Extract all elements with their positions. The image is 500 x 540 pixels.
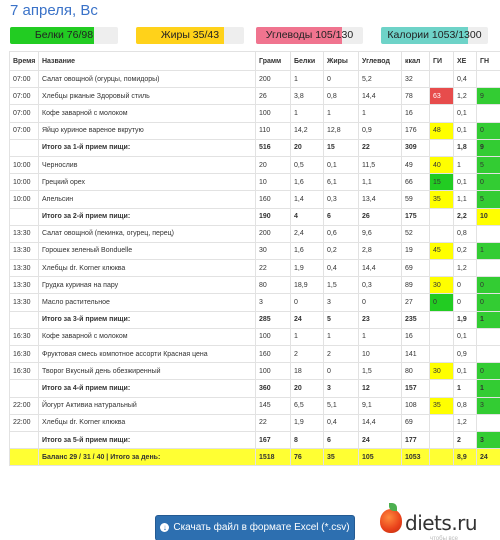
diet-table — [9, 51, 500, 466]
leaf-icon — [389, 503, 397, 511]
nutrient-badge — [10, 27, 118, 44]
table-cell: 200 — [256, 225, 291, 242]
table-cell: 13:30 — [10, 242, 39, 259]
table-cell — [430, 71, 454, 88]
table-cell: Йогурт Активиа натуральный — [39, 397, 256, 414]
table-cell: 0,9 — [359, 122, 402, 139]
table-cell: 0 — [477, 363, 500, 380]
table-cell: 6,1 — [324, 174, 359, 191]
table-cell — [430, 346, 454, 363]
table-cell: 32 — [402, 71, 430, 88]
table-cell: 360 — [256, 380, 291, 397]
table-cell: 76 — [291, 449, 324, 466]
table-cell: Итого за 1-й прием пищи: — [39, 139, 256, 156]
table-cell: 27 — [402, 294, 430, 311]
table-cell: 9 — [477, 139, 500, 156]
table-cell: 22 — [256, 260, 291, 277]
table-cell: 22 — [359, 139, 402, 156]
table-cell: 1,8 — [454, 139, 477, 156]
table-cell: 07:00 — [10, 88, 39, 105]
table-cell: 59 — [402, 191, 430, 208]
table-cell: Итого за 4-й прием пищи: — [39, 380, 256, 397]
table-cell — [430, 311, 454, 328]
table-cell: 12,8 — [324, 122, 359, 139]
column-header: ГИ — [430, 52, 454, 71]
table-cell: 19 — [402, 242, 430, 259]
table-cell: 40 — [430, 156, 454, 173]
table-cell: Салат овощной (пекинка, огурец, перец) — [39, 225, 256, 242]
table-row — [10, 88, 500, 105]
table-cell: 30 — [430, 363, 454, 380]
table-cell: 2,2 — [454, 208, 477, 225]
table-cell: 1,2 — [454, 88, 477, 105]
table-cell: 235 — [402, 311, 430, 328]
nutrient-badge — [381, 27, 488, 44]
table-cell: 1,1 — [454, 191, 477, 208]
table-cell: 5 — [477, 156, 500, 173]
table-cell: 145 — [256, 397, 291, 414]
table-cell: 10 — [477, 208, 500, 225]
table-cell — [477, 225, 500, 242]
table-cell: 0 — [477, 277, 500, 294]
column-header: Время — [10, 52, 39, 71]
table-cell: 8 — [291, 431, 324, 448]
table-cell: 3,8 — [291, 88, 324, 105]
table-row — [10, 397, 500, 414]
table-cell: Творог Вкусный день обезжиренный — [39, 363, 256, 380]
table-cell — [430, 449, 454, 466]
table-cell: 1,6 — [291, 242, 324, 259]
table-cell: 2,4 — [291, 225, 324, 242]
table-cell: 1 — [359, 105, 402, 122]
table-row — [10, 122, 500, 139]
table-cell: 108 — [402, 397, 430, 414]
table-cell: 1 — [291, 105, 324, 122]
table-cell: 285 — [256, 311, 291, 328]
table-cell: 2,8 — [359, 242, 402, 259]
table-cell: 3 — [324, 294, 359, 311]
table-cell — [10, 311, 39, 328]
table-cell: Горошек зеленый Bonduelle — [39, 242, 256, 259]
table-cell: 1 — [477, 242, 500, 259]
table-cell: 20 — [291, 139, 324, 156]
table-cell: 63 — [430, 88, 454, 105]
table-cell: 20 — [291, 380, 324, 397]
table-cell: 13:30 — [10, 277, 39, 294]
table-cell: 13,4 — [359, 191, 402, 208]
table-cell: 157 — [402, 380, 430, 397]
table-cell: 16:30 — [10, 346, 39, 363]
table-cell: 3 — [324, 380, 359, 397]
table-row — [10, 328, 500, 345]
table-cell: 0,4 — [324, 414, 359, 431]
nutrient-badge-label: Калории 1053/1300 — [387, 29, 482, 41]
table-cell: Хлебцы dr. Korner клюква — [39, 414, 256, 431]
meal-total-row — [10, 311, 500, 328]
column-header: Жиры — [324, 52, 359, 71]
table-cell: 190 — [256, 208, 291, 225]
table-cell: 89 — [402, 277, 430, 294]
column-header: ккал — [402, 52, 430, 71]
table-cell: Баланс 29 / 31 / 40 | Итого за день: — [39, 449, 256, 466]
table-cell — [477, 328, 500, 345]
table-cell: 160 — [256, 191, 291, 208]
table-cell — [477, 414, 500, 431]
table-row — [10, 277, 500, 294]
table-cell — [430, 328, 454, 345]
table-cell: 1 — [324, 328, 359, 345]
apple-icon — [380, 509, 402, 533]
table-cell: 0,8 — [454, 397, 477, 414]
table-cell: 0,1 — [324, 156, 359, 173]
day-balance-row — [10, 449, 500, 466]
nutrient-badge — [256, 27, 363, 44]
table-cell: 23 — [359, 311, 402, 328]
table-cell: 177 — [402, 431, 430, 448]
table-cell: 141 — [402, 346, 430, 363]
table-cell: 0,4 — [324, 260, 359, 277]
table-cell: 1 — [454, 380, 477, 397]
table-cell: 10 — [256, 174, 291, 191]
table-cell: 0,3 — [359, 277, 402, 294]
table-cell: Итого за 2-й прием пищи: — [39, 208, 256, 225]
table-cell: 0,2 — [324, 242, 359, 259]
table-cell: 2 — [454, 431, 477, 448]
table-cell: 6 — [324, 208, 359, 225]
table-cell: 2 — [324, 346, 359, 363]
table-cell: 516 — [256, 139, 291, 156]
table-cell: 1,5 — [359, 363, 402, 380]
site-logo[interactable] — [380, 503, 498, 540]
table-cell: 07:00 — [10, 105, 39, 122]
table-cell: 10:00 — [10, 156, 39, 173]
table-cell: 6,5 — [291, 397, 324, 414]
table-cell: 1,4 — [291, 191, 324, 208]
table-cell: 3 — [477, 397, 500, 414]
table-cell: Грудка куриная на пару — [39, 277, 256, 294]
table-cell: 14,2 — [291, 122, 324, 139]
column-header: ХЕ — [454, 52, 477, 71]
table-row — [10, 71, 500, 88]
nutrient-badge-label: Белки 76/98 — [34, 29, 94, 41]
table-cell: 176 — [402, 122, 430, 139]
table-cell: 0 — [454, 277, 477, 294]
table-cell: 0,9 — [454, 346, 477, 363]
table-cell: 5,1 — [324, 397, 359, 414]
table-cell: 0 — [359, 294, 402, 311]
table-cell — [430, 380, 454, 397]
table-cell — [430, 208, 454, 225]
table-cell: 0 — [291, 294, 324, 311]
table-cell: 100 — [256, 105, 291, 122]
table-cell: 24 — [477, 449, 500, 466]
table-cell: 0,8 — [454, 225, 477, 242]
table-cell: Кофе заварной с молоком — [39, 328, 256, 345]
table-cell: 66 — [402, 174, 430, 191]
table-cell: 3 — [256, 294, 291, 311]
table-cell: 1,2 — [454, 414, 477, 431]
table-cell: Кофе заварной с молоком — [39, 105, 256, 122]
table-cell: 0,3 — [324, 191, 359, 208]
table-cell: 24 — [359, 431, 402, 448]
table-row — [10, 363, 500, 380]
logo-tagline: чтобы все — [430, 536, 459, 540]
table-cell: Грецкий орех — [39, 174, 256, 191]
table-cell — [10, 431, 39, 448]
table-cell: 20 — [256, 156, 291, 173]
table-cell: 35 — [430, 191, 454, 208]
table-cell: 5 — [477, 191, 500, 208]
table-cell: 105 — [359, 449, 402, 466]
table-cell: Апельсин — [39, 191, 256, 208]
table-cell: 1 — [454, 156, 477, 173]
table-row — [10, 105, 500, 122]
table-cell — [477, 260, 500, 277]
table-cell: 14,4 — [359, 88, 402, 105]
table-cell: 0 — [324, 71, 359, 88]
table-cell: 0 — [477, 294, 500, 311]
table-cell: Яйцо куриное вареное вкрутую — [39, 122, 256, 139]
table-cell: 167 — [256, 431, 291, 448]
table-cell: 14,4 — [359, 260, 402, 277]
table-cell — [430, 105, 454, 122]
table-cell: 12 — [359, 380, 402, 397]
table-cell: 22 — [256, 414, 291, 431]
table-cell: 16:30 — [10, 363, 39, 380]
table-cell: 0,1 — [454, 122, 477, 139]
table-cell: 69 — [402, 414, 430, 431]
table-cell: 07:00 — [10, 122, 39, 139]
table-cell — [430, 431, 454, 448]
table-cell: 0,1 — [454, 174, 477, 191]
table-cell: 0,1 — [454, 363, 477, 380]
table-cell — [430, 260, 454, 277]
table-cell: 16 — [402, 328, 430, 345]
table-cell: 1 — [291, 71, 324, 88]
table-cell: 0,6 — [324, 225, 359, 242]
table-cell: Салат овощной (огурцы, помидоры) — [39, 71, 256, 88]
table-row — [10, 156, 500, 173]
download-icon: ↓ — [160, 523, 169, 532]
table-cell: Итого за 5-й прием пищи: — [39, 431, 256, 448]
table-cell: 1,6 — [291, 174, 324, 191]
table-cell: 160 — [256, 346, 291, 363]
table-cell: 45 — [430, 242, 454, 259]
table-cell: 10:00 — [10, 191, 39, 208]
table-cell: 0 — [430, 294, 454, 311]
table-cell: 1 — [291, 328, 324, 345]
table-cell — [430, 139, 454, 156]
table-cell: 78 — [402, 88, 430, 105]
table-cell: 26 — [359, 208, 402, 225]
table-cell: 13:30 — [10, 294, 39, 311]
table-cell: 13:30 — [10, 225, 39, 242]
table-cell: 07:00 — [10, 71, 39, 88]
table-cell: 10 — [359, 346, 402, 363]
table-cell: 9,6 — [359, 225, 402, 242]
nutrient-badge — [136, 27, 244, 44]
table-cell: 0,5 — [291, 156, 324, 173]
table-cell: 52 — [402, 225, 430, 242]
table-cell: 14,4 — [359, 414, 402, 431]
table-cell: 13:30 — [10, 260, 39, 277]
table-cell: 6 — [324, 431, 359, 448]
table-cell: 1,9 — [291, 260, 324, 277]
table-cell — [430, 225, 454, 242]
table-cell: 0,8 — [324, 88, 359, 105]
table-cell: Хлебцы ржаные Здоровый стиль — [39, 88, 256, 105]
table-cell: 5,2 — [359, 71, 402, 88]
table-cell: 1,2 — [454, 260, 477, 277]
table-cell: 22:00 — [10, 414, 39, 431]
meal-total-row — [10, 380, 500, 397]
table-cell: Масло растительное — [39, 294, 256, 311]
table-row — [10, 191, 500, 208]
table-cell: 22:00 — [10, 397, 39, 414]
table-cell: 110 — [256, 122, 291, 139]
table-cell: 1 — [477, 380, 500, 397]
table-cell: 0 — [454, 294, 477, 311]
table-cell: 0,2 — [454, 242, 477, 259]
table-cell — [10, 449, 39, 466]
table-cell: 9,1 — [359, 397, 402, 414]
table-cell: 100 — [256, 363, 291, 380]
table-cell — [477, 105, 500, 122]
table-cell: 15 — [324, 139, 359, 156]
table-cell: 48 — [430, 122, 454, 139]
table-row — [10, 414, 500, 431]
table-cell: 69 — [402, 260, 430, 277]
table-cell: 4 — [291, 208, 324, 225]
column-header: Грамм — [256, 52, 291, 71]
table-cell: 10:00 — [10, 174, 39, 191]
table-row — [10, 346, 500, 363]
meal-total-row — [10, 208, 500, 225]
table-row — [10, 260, 500, 277]
table-row — [10, 174, 500, 191]
table-cell: 1,9 — [291, 414, 324, 431]
table-cell: 30 — [430, 277, 454, 294]
table-cell — [10, 139, 39, 156]
nutrient-badges — [10, 27, 500, 44]
table-cell: 1053 — [402, 449, 430, 466]
table-cell: 26 — [256, 88, 291, 105]
table-cell: 0 — [477, 174, 500, 191]
table-cell: 9 — [477, 88, 500, 105]
table-cell: 0,1 — [454, 105, 477, 122]
table-cell: 18 — [291, 363, 324, 380]
table-cell: 1,5 — [324, 277, 359, 294]
table-cell: 3 — [477, 431, 500, 448]
table-cell: 175 — [402, 208, 430, 225]
meal-total-row — [10, 139, 500, 156]
table-cell: Итого за 3-й прием пищи: — [39, 311, 256, 328]
logo-name: diets.ru — [405, 511, 478, 535]
table-cell: 1 — [324, 105, 359, 122]
column-header: Углевод — [359, 52, 402, 71]
table-cell — [477, 71, 500, 88]
table-cell — [430, 414, 454, 431]
download-csv-button[interactable] — [155, 515, 355, 540]
table-header-row — [10, 52, 500, 71]
table-cell: 2 — [291, 346, 324, 363]
table-cell: Чернослив — [39, 156, 256, 173]
column-header: Белки — [291, 52, 324, 71]
table-cell: 200 — [256, 71, 291, 88]
table-cell: 0 — [477, 122, 500, 139]
table-cell: 24 — [291, 311, 324, 328]
table-cell: 16 — [402, 105, 430, 122]
table-cell: Хлебцы dr. Korner клюква — [39, 260, 256, 277]
table-row — [10, 242, 500, 259]
table-cell: 1518 — [256, 449, 291, 466]
table-cell — [477, 346, 500, 363]
table-cell: 1,9 — [454, 311, 477, 328]
download-csv-label: Скачать файл в формате Excel (*.csv) — [173, 522, 350, 533]
table-cell: 1 — [359, 328, 402, 345]
table-cell: 15 — [430, 174, 454, 191]
table-row — [10, 225, 500, 242]
table-cell — [10, 208, 39, 225]
column-header: ГН — [477, 52, 500, 71]
table-cell: 35 — [430, 397, 454, 414]
nutrient-badge-label: Жиры 35/43 — [160, 29, 220, 41]
table-cell: 80 — [256, 277, 291, 294]
meal-total-row — [10, 431, 500, 448]
table-cell: 11,5 — [359, 156, 402, 173]
table-row — [10, 294, 500, 311]
table-cell: Фруктовая смесь компотное ассорти Красная цена — [39, 346, 256, 363]
table-cell: 0,1 — [454, 328, 477, 345]
table-cell: 100 — [256, 328, 291, 345]
table-cell: 30 — [256, 242, 291, 259]
table-cell: 8,9 — [454, 449, 477, 466]
table-cell: 35 — [324, 449, 359, 466]
column-header: Название — [39, 52, 256, 71]
table-cell: 80 — [402, 363, 430, 380]
table-cell: 18,9 — [291, 277, 324, 294]
table-cell: 16:30 — [10, 328, 39, 345]
page-title: 7 апреля, Вс — [10, 2, 98, 19]
table-cell: 1 — [477, 311, 500, 328]
table-cell: 5 — [324, 311, 359, 328]
nutrient-badge-label: Углеводы 105/130 — [265, 29, 354, 41]
table-cell: 0,4 — [454, 71, 477, 88]
table-cell: 309 — [402, 139, 430, 156]
table-cell — [10, 380, 39, 397]
table-cell: 49 — [402, 156, 430, 173]
table-cell: 1,1 — [359, 174, 402, 191]
table-cell: 0 — [324, 363, 359, 380]
